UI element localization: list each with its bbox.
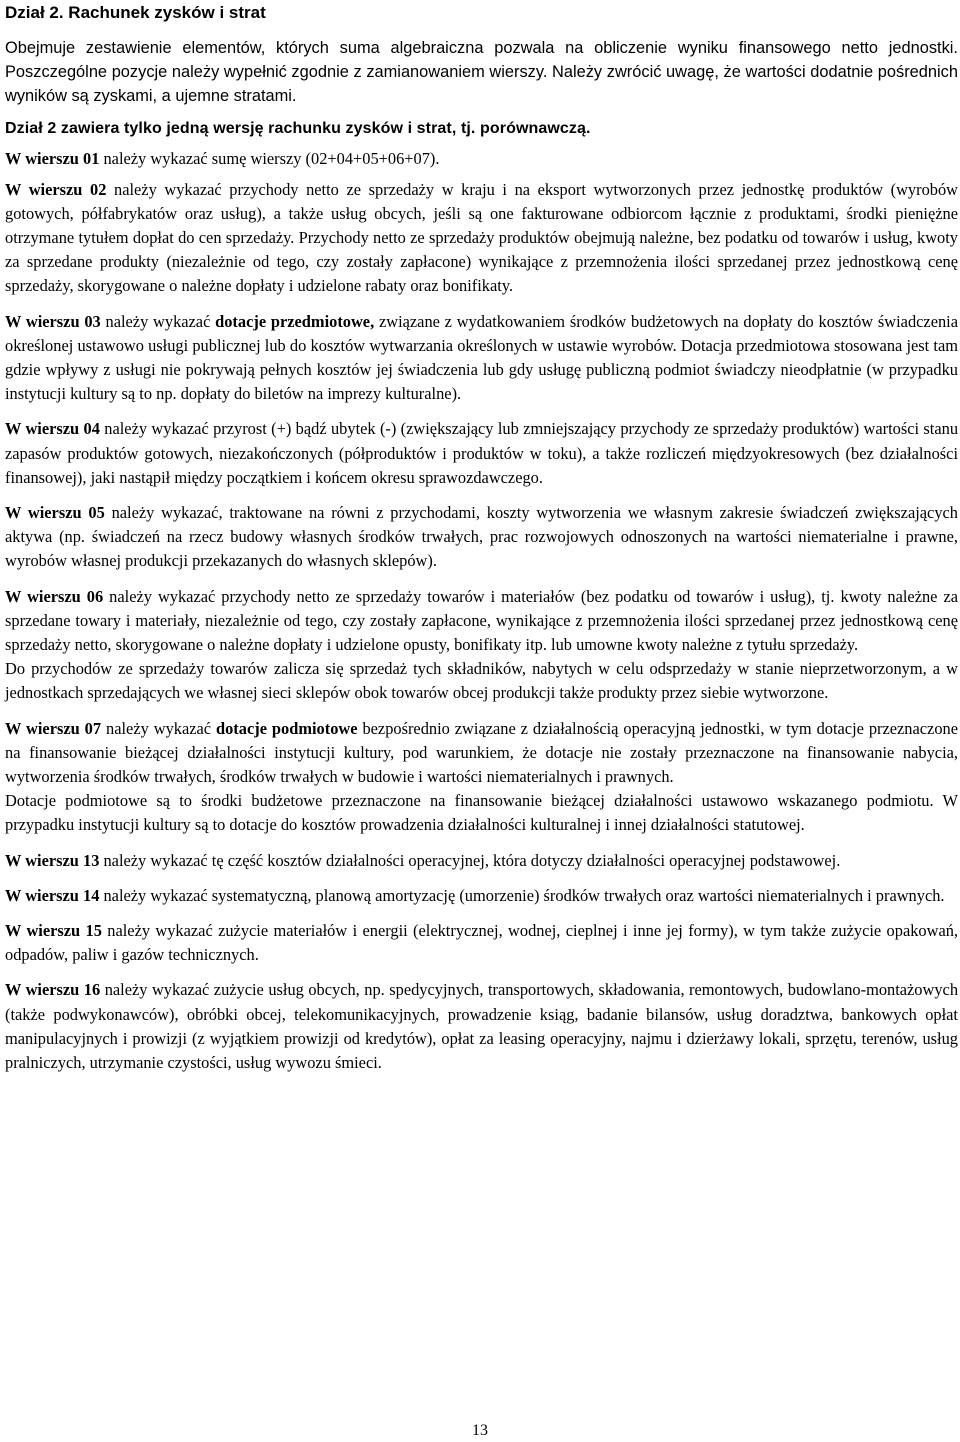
row-06-label: W wierszu 06 — [5, 586, 104, 606]
row-02-paragraph — [5, 178, 958, 299]
document-page — [5, 0, 958, 1086]
section-title: Dział 2. Rachunek zysków i strat — [5, 3, 266, 22]
row-13-label: W wierszu 13 — [5, 850, 100, 870]
row-01-text: należy wykazać sumę wierszy (02+04+05+06+07). — [99, 149, 440, 169]
row-04-text: należy wykazać przyrost (+) bądź ubytek (-) (zwiększający lub zmniejszający przychody ze sprzedaży produktów) wartości stanu zapasów produktów gotowych, niezakończonych (półproduktów i produktów w toku), a także rozliczeń międzyokresowych (bez działalności finansowej), jaki nastąpił między początkiem i końcem okresu sprawozdawczego. — [5, 419, 959, 487]
row-06-paragraph — [5, 585, 958, 658]
row-07-text-b: bezpośrednio związane z działalnością operacyjną jednostki, w tym dotacje przeznaczone na finansowanie bieżącej działalności instytucji kultury, pod warunkiem, że dotacje nie zostały przeznaczone na finansowanie nabycia, wytworzenia środków trwałych, środków trwałych w budowie i wartości niematerialnych i prawnych. — [5, 718, 958, 787]
row-03-bold-term: dotacje przedmiotowe, — [215, 311, 375, 331]
row-01-label: W wierszu 01 — [5, 149, 100, 169]
row-03-text-b: związane z wydatkowaniem środków budżetowych na dopłaty do kosztów świadczenia określonej ustawowo usługi publicznej lub do kosztów wytwarzania określonych w ustawie wyrobów. Dotacja przedmiotowa stosowana jest tam gdzie wpływy z usługi nie pokrywają pełnych kosztów jej świadczenia lub gdy usługę publiczną podmiot świadczy nieodpłatnie (w przypadku instytucji kultury są to np. dopłaty do biletów na imprezy kulturalne). — [5, 311, 958, 404]
row-15-label: W wierszu 15 — [5, 921, 102, 941]
row-16-paragraph — [5, 978, 958, 1075]
row-13-paragraph — [5, 849, 958, 873]
row-05-paragraph — [5, 501, 958, 574]
row-02-text: należy wykazać przychody netto ze sprzedaży w kraju i na eksport wytworzonych przez jednostkę produktów (wyrobów gotowych, półfabrykatów oraz usług), a także usług obcych, jeśli są one fakturowane odbiorcom łącznie z produktami, środki pieniężne otrzymane tytułem dopłat do cen sprzedaży. Przychody netto ze sprzedaży produktów obejmują należne, bez podatku od towarów i usług, kwoty za sprzedane produkty (niezależnie od tego, czy zostały zapłacone) wynikające z przemnożenia ilości sprzedanej przez jednostkową cenę sprzedaży, skorygowane o należne dopłaty i udzielone rabaty oraz bonifikaty. — [5, 179, 959, 296]
row-05-text: należy wykazać, traktowane na równi z przychodami, koszty wytworzenia we własnym zakresie świadczeń zwiększających aktywa (np. świadczeń na rzecz budowy własnych środków trwałych, prac rozwojowych odnoszonych na wartości niematerialne i prawne, wyrobów własnej produkcji przekazanych do własnych sklepów). — [5, 503, 958, 571]
row-15-text: należy wykazać zużycie materiałów i energii (elektrycznej, wodnej, cieplnej i inne jej formy), w tym także zużycie opakowań, odpadów, paliw i gazów technicznych. — [5, 921, 959, 965]
row-03-paragraph — [5, 310, 958, 407]
row-05-label: W wierszu 05 — [5, 503, 105, 523]
row-14-label: W wierszu 14 — [5, 885, 100, 905]
row-02-label: W wierszu 02 — [5, 179, 107, 199]
version-note: Dział 2 zawiera tylko jedną wersję rachunku zysków i strat, tj. porównawczą. — [5, 120, 591, 138]
intro-paragraph: Obejmuje zestawienie elementów, których suma algebraiczna pozwala na obliczenie wyniku finansowego netto jednostki. Poszczególne pozycje należy wypełnić zgodnie z zamianowaniem wierszy. Należy zwrócić uwagę, że wartości dodatnie pośrednich wyników są zyskami, a ujemne stratami. — [5, 39, 958, 105]
row-07-paragraph-2: Dotacje podmiotowe są to środki budżetowe przeznaczone na finansowanie bieżącej działalności ustawowo wskazanego podmiotu. W przypadku instytucji kultury są to dotacje do kosztów prowadzenia działalności kulturalnej i innej działalności statutowej. — [5, 791, 958, 835]
row-04-label: W wierszu 04 — [5, 419, 100, 439]
row-06-paragraph-2: Do przychodów ze sprzedaży towarów zalicza się sprzedaż tych składników, nabytych w celu odsprzedaży w stanie nieprzetworzonym, a w jednostkach sprzedających we własnej sieci sklepów obok towarów obcej produkcji także produkty przez siebie wytworzone. — [5, 659, 958, 703]
row-04-paragraph — [5, 417, 958, 490]
row-16-label: W wierszu 16 — [5, 980, 101, 1000]
row-06-text: należy wykazać przychody netto ze sprzedaży towarów i materiałów (bez podatku od towarów i usług), tj. kwoty należne za sprzedane towary i materiały, niezależnie od tego, czy zostały zapłacone, wynikające z przemnożenia ilości sprzedanej przez jednostkową cenę sprzedaży netto, skorygowane o należne dopłaty i udzielone opusty, bonifikaty itp. lub umowne kwoty należne z tytułu sprzedaży. — [5, 586, 958, 655]
row-01-paragraph — [5, 147, 958, 171]
row-03-label: W wierszu 03 — [5, 311, 101, 331]
page-number: 13 — [472, 1422, 488, 1439]
row-16-text: należy wykazać zużycie usług obcych, np. spedycyjnych, transportowych, składowania, remontowych, budowlano-montażowych (także podwykonawców), obróbki obcej, telekomunikacyjnych, prowadzenie ksiąg, badanie bilansów, usług doradztwa, bankowych opłat manipulacyjnych i prowizji (z wyjątkiem prowizji od kredytów), opłat za leasing operacyjny, najmu i dzierżawy lokali, sprzętu, terenów, usług pralniczych, utrzymanie czystości, usług wywozu śmieci. — [5, 980, 959, 1073]
row-15-paragraph — [5, 919, 958, 967]
row-07-paragraph — [5, 717, 958, 790]
row-07-text-a: należy wykazać — [101, 718, 216, 738]
row-07-label: W wierszu 07 — [5, 718, 102, 738]
row-14-text: należy wykazać systematyczną, planową amortyzację (umorzenie) środków trwałych oraz wartości niematerialnych i prawnych. — [99, 885, 945, 905]
row-13-text: należy wykazać tę część kosztów działalności operacyjnej, która dotyczy działalności operacyjnej podstawowej. — [99, 850, 841, 870]
row-03-text-a: należy wykazać — [100, 311, 216, 331]
row-14-paragraph — [5, 884, 958, 908]
row-07-bold-term: dotacje podmiotowe — [216, 718, 358, 738]
